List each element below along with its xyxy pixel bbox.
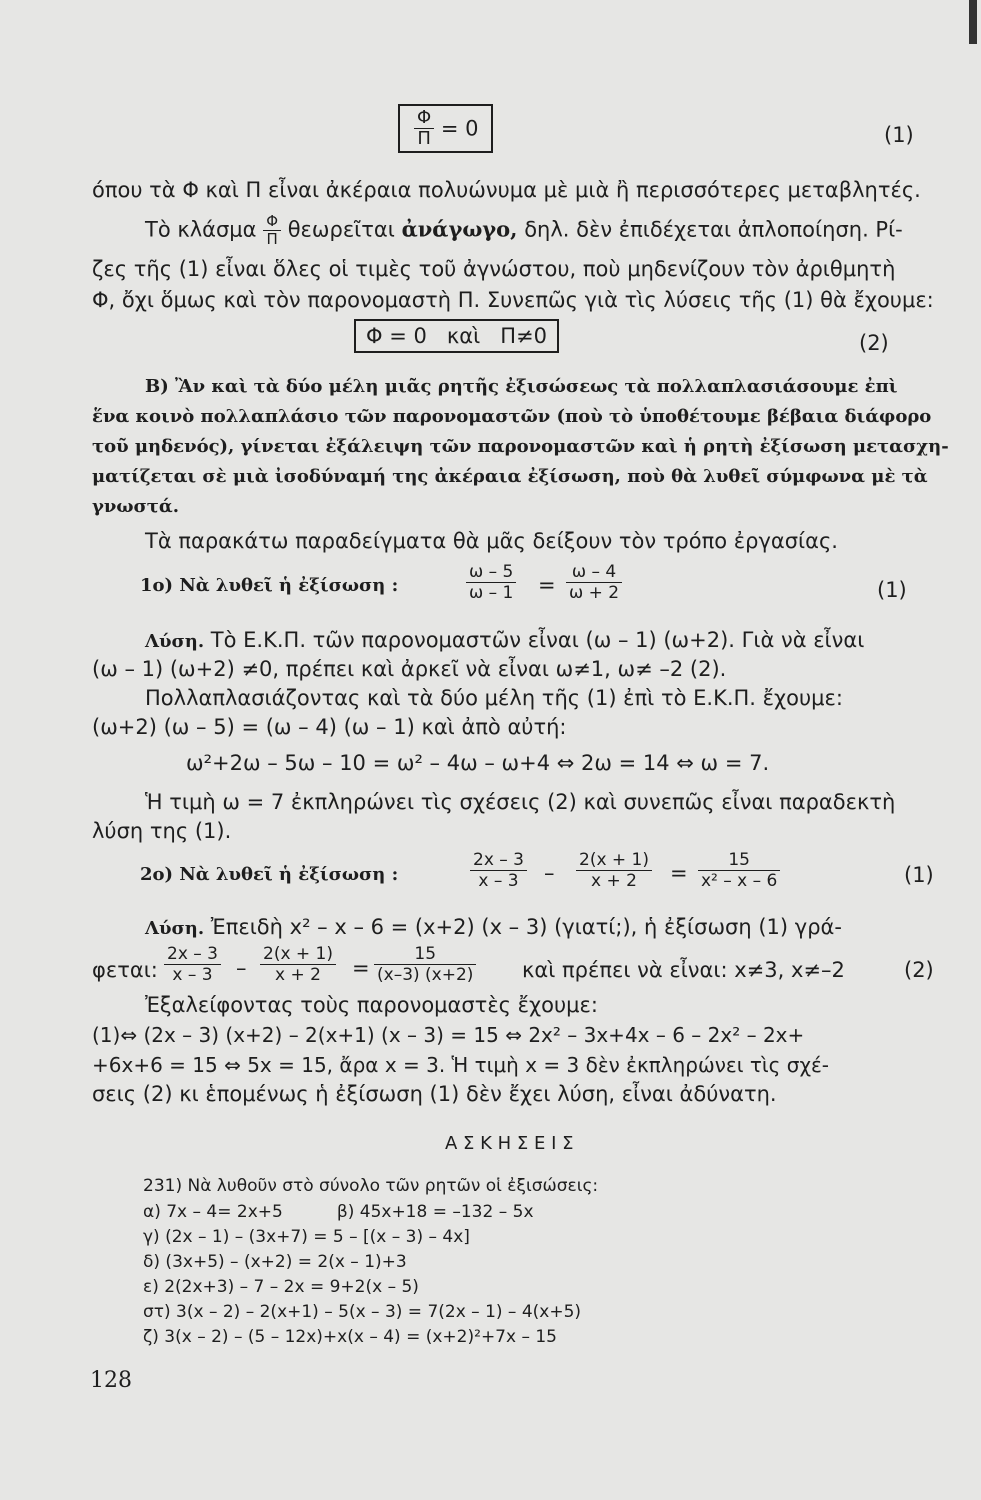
examples-intro: Τὰ παρακάτω παραδείγματα θὰ μᾶς δείξουν τὸν τρόπο ἐργασίας. [145,529,838,553]
ex2-g-equals: = [352,956,370,980]
eq1-den: Π [417,128,431,149]
ex2-sol-line5: +6x+6 = 15 ⇔ 5x = 15, ἄρα x = 3. Ἡ τιμὴ x = 3 δὲν ἐκπληρώνει τὶς σχέ- [92,1053,830,1077]
eq1-rhs: = 0 [440,116,479,141]
ex2-g-fraction-3 [374,944,476,985]
exercises-heading: Α Σ Κ Η Σ Ε Ι Σ [445,1133,574,1154]
para1-fraction [263,213,281,248]
ex1-fraction-left [466,562,516,603]
ex2-f3-den: x² – x – 6 [701,871,778,891]
para1-line2 [145,213,903,248]
exercises-intro: 231) Νὰ λυθοῦν στὸ σύνολο τῶν ρητῶν οἱ ἐξισώσεις: [143,1176,599,1196]
ex1-f2-num: ω – 4 [566,562,622,583]
ex2-fraction-1 [470,850,527,891]
ex2-sol-line4: (1)⇔ (2x – 3) (x+2) – 2(x+1) (x – 3) = 15 ⇔ 2x² – 3x+4x – 6 – 2x² – 2x+ [92,1023,805,1047]
para1-line2-start: Τὸ κλάσμα [145,217,257,242]
para1-line2-end: δηλ. δὲν ἐπιδέχεται ἀπλοποίηση. Ρί- [524,217,903,242]
scan-edge-mark [969,0,977,44]
sectionB-line5: γνωστά. [92,496,180,517]
ex1-sol-label: Λύση. [145,631,205,652]
ex2-g-minus: – [236,956,247,980]
page-number: 128 [90,1368,132,1393]
ex2-fraction-2 [576,850,652,891]
exercise-item: ζ) 3(x – 2) – (5 – 12x)+x(x – 4) = (x+2)²+7x – 15 [143,1327,558,1347]
sectionB-line2: ἕνα κοινὸ πολλαπλάσιο τῶν παρονομαστῶν (ποὺ τὸ ὑποθέτουμε βέβαια διάφορο [92,406,932,427]
ex2-f2-num: 2(x + 1) [576,850,652,871]
ex2-g1-den: x – 3 [172,965,213,985]
eq1-box [398,104,493,153]
ex2-sol-line3: Ἐξαλείφοντας τοὺς παρονομαστὲς ἔχουμε: [145,993,598,1017]
para1-line2-mid: θεωρεῖται [287,217,395,242]
ex2-minus: – [544,861,555,885]
eq1-label: (1) [884,123,914,147]
para1-line1: όπου τὰ Φ καὶ Π εἶναι ἀκέραια πολυώνυμα μὲ μιὰ ἢ περισσότερες μεταβλητές. [92,178,921,202]
ex2-f1-den: x – 3 [478,871,519,891]
sectionB-line4: ματίζεται σὲ μιὰ ἰσοδύναμή της ἀκέραια ἐξίσωση, ποὺ θὰ λυθεῖ σύμφωνα μὲ τὰ [92,466,928,487]
ex2-g1-num: 2x – 3 [164,944,221,965]
ex1-sol-line5: ω²+2ω – 5ω – 10 = ω² – 4ω – ω+4 ⇔ 2ω = 14 ⇔ ω = 7. [186,751,770,775]
ex2-f2-den: x + 2 [591,871,637,891]
ex2-sol-line1 [145,914,842,942]
ex1-equals: = [538,573,556,597]
ex1-sol-line3: Πολλαπλασιάζοντας καὶ τὰ δύο μέλη τῆς (1) ἐπὶ τὸ Ε.Κ.Π. ἔχουμε: [145,686,843,710]
ex2-g-fraction-1 [164,944,221,985]
ex2-sol-line2-start: φεται: [92,958,158,982]
ex2-fraction-3 [698,850,780,891]
eq1-num: Φ [414,108,434,129]
ex2-sol-line6: σεις (2) κι ἑπομένως ἡ ἐξίσωση (1) δὲν ἔχει λύση, εἶναι ἀδύνατη. [92,1082,777,1106]
ex2-g-fraction-2 [260,944,336,985]
eq1-fraction [414,108,434,149]
para1-line3: ζες τῆς (1) εἶναι ὅλες οἱ τιμὲς τοῦ ἀγνώστου, ποὺ μηδενίζουν τὸν ἀριθμητὴ [92,257,896,281]
ex2-sol-label: Λύση. [145,918,205,939]
ex1-f1-den: ω – 1 [469,583,514,603]
ex2-sol-line2-end: καὶ πρέπει νὰ εἶναι: x≠3, x≠–2 [522,958,845,982]
ex2-g2-den: x + 2 [275,965,321,985]
ex1-sol-text1: Τὸ Ε.Κ.Π. τῶν παρονομαστῶν εἶναι (ω – 1) (ω+2). Γιὰ νὰ εἶναι [210,628,865,652]
para1-frac-den: Π [266,230,278,248]
ex1-sol-line7: λύση της (1). [92,819,232,843]
ex2-sol-text1: Ἐπειδὴ x² – x – 6 = (x+2) (x – 3) (γιατί;), ἡ ἐξίσωση (1) γρά- [210,915,842,939]
para1-line2-bold: ἀνάγωγο, [401,216,518,242]
ex2-g3-den: (x–3) (x+2) [377,965,474,985]
exercise-item: γ) (2x – 1) – (3x+7) = 5 – [(x – 3) – 4x] [143,1227,470,1247]
ex1-f2-den: ω + 2 [569,583,620,603]
ex1-sol-line6: Ἡ τιμὴ ω = 7 ἐκπληρώνει τὶς σχέσεις (2) καὶ συνεπῶς εἶναι παραδεκτὴ [145,790,896,814]
sectionB-line1: B) Ἂν καὶ τὰ δύο μέλη μιᾶς ρητῆς ἐξισώσεως τὰ πολλαπλασιάσουμε ἐπὶ [145,376,898,397]
para1-line4: Φ, ὄχι ὅμως καὶ τὸν παρονομαστὴ Π. Συνεπῶς γιὰ τὶς λύσεις τῆς (1) θὰ ἔχουμε: [92,288,934,312]
ex2-equals: = [670,861,688,885]
ex2-f1-num: 2x – 3 [470,850,527,871]
exercise-item: στ) 3(x – 2) – 2(x+1) – 5(x – 3) = 7(2x – 1) – 4(x+5) [143,1302,582,1322]
ex1-fraction-right [566,562,622,603]
sectionB-line3: τοῦ μηδενός), γίνεται ἐξάλειψη τῶν παρονομαστῶν καὶ ἡ ρητὴ ἐξίσωση μετασχη- [92,436,949,457]
exercise-item: δ) (3x+5) – (x+2) = 2(x – 1)+3 [143,1252,407,1272]
ex2-g2-num: 2(x + 1) [260,944,336,965]
ex2-title: 2ο) Νὰ λυθεῖ ἡ ἐξίσωση : [140,864,399,885]
ex1-label: (1) [877,578,907,602]
eq2-box: Φ = 0 καὶ Π≠0 [354,319,559,353]
ex2-label: (1) [904,863,934,887]
ex2-f3-num: 15 [698,850,780,871]
eq2-label: (2) [859,331,889,355]
ex1-sol-line1 [145,627,864,655]
ex1-sol-line2: (ω – 1) (ω+2) ≠0, πρέπει καὶ ἀρκεῖ νὰ εἶναι ω≠1, ω≠ –2 (2). [92,657,727,681]
ex2-g3-num: 15 [374,944,476,965]
ex1-sol-line4: (ω+2) (ω – 5) = (ω – 4) (ω – 1) καὶ ἀπὸ αὐτή: [92,715,567,739]
exercise-item: ε) 2(2x+3) – 7 – 2x = 9+2(x – 5) [143,1277,419,1297]
ex1-f1-num: ω – 5 [466,562,516,583]
ex1-title: 1ο) Νὰ λυθεῖ ἡ ἐξίσωση : [140,575,399,596]
ex2-sol-line2-label: (2) [904,958,934,982]
exercise-item: α) 7x – 4= 2x+5 β) 45x+18 = –132 – 5x [143,1202,534,1222]
para1-frac-num: Φ [263,213,281,231]
